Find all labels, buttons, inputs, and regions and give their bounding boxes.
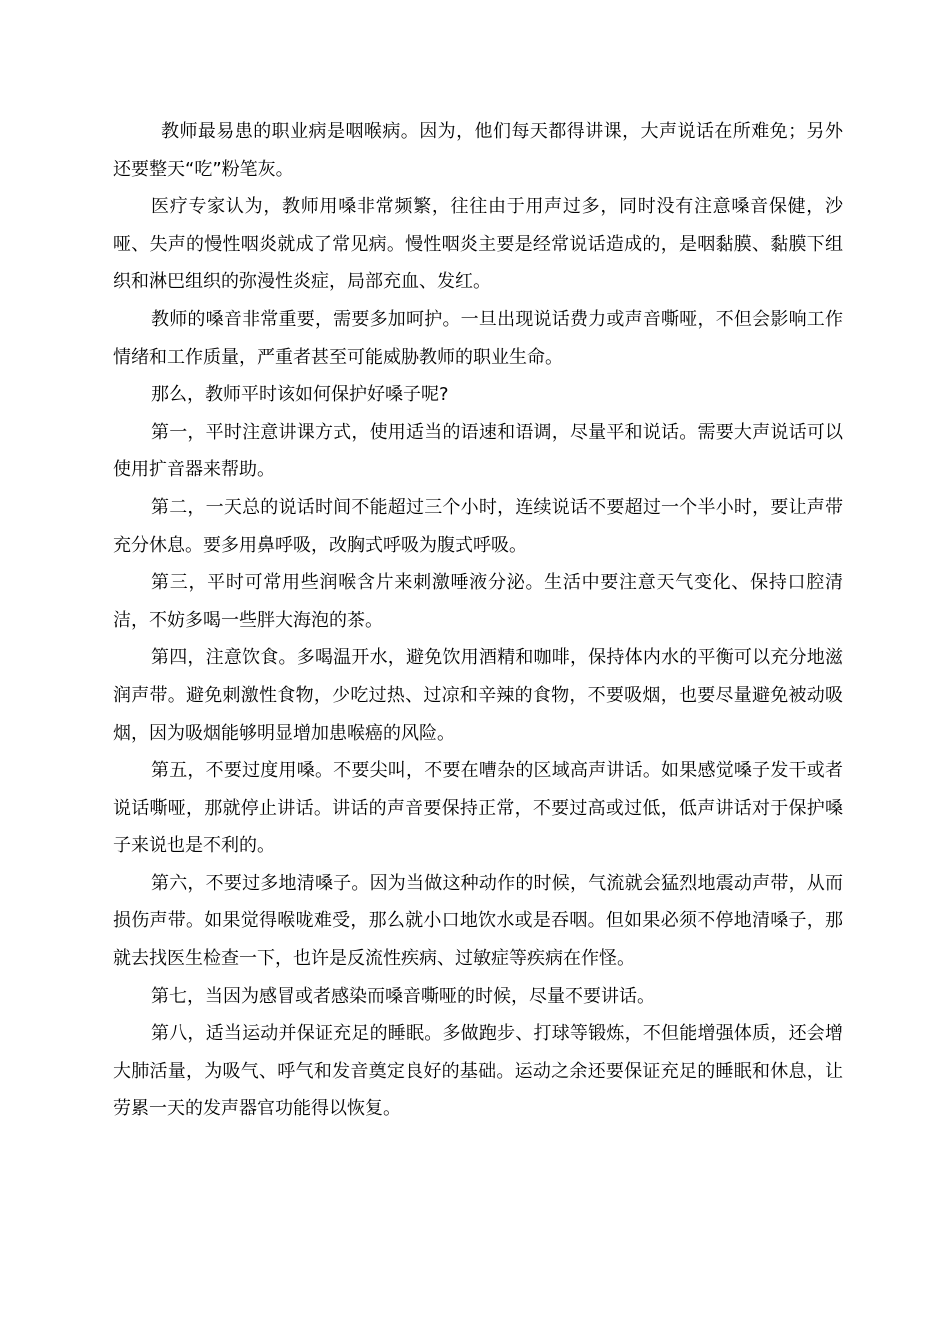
paragraph-tip-5: 第五，不要过度用嗓。不要尖叫，不要在嘈杂的区域高声讲话。如果感觉嗓子发干或者说话嘶哑，那就停止讲话。讲话的声音要保持正常，不要过高或过低，低声讲话对于保护嗓子来说也是不利的。 <box>113 760 843 857</box>
paragraph-tip-6: 第六，不要过多地清嗓子。因为当做这种动作的时候，气流就会猛烈地震动声带，从而损伤声带。如果觉得喉咙难受，那么就小口地饮水或是吞咽。但如果必须不停地清嗓子，那就去找医生检查一下，也许是反流性疾病、过敏症等疾病在作怪。 <box>113 872 843 970</box>
paragraph-tip-3: 第三，平时可常用些润喉含片来刺激唾液分泌。生活中要注意天气变化、保持口腔清洁，不妨多喝一些胖大海泡的茶。 <box>113 572 843 631</box>
paragraph-tip-8: 第八，适当运动并保证充足的睡眠。多做跑步、打球等锻炼，不但能增强体质，还会增大肺活量，为吸气、呼气和发音奠定良好的基础。运动之余还要保证充足的睡眠和休息，让劳累一天的发声器官功能得以恢复。 <box>113 1023 843 1120</box>
paragraph-tip-1: 第一，平时注意讲课方式，使用适当的语速和语调，尽量平和说话。需要大声说话可以使用扩音器来帮助。 <box>113 421 843 481</box>
paragraph-expert-opinion: 医疗专家认为，教师用嗓非常频繁，往往由于用声过多，同时没有注意嗓音保健，沙哑、失声的慢性咽炎就成了常见病。慢性咽炎主要是经常说话造成的，是咽黏膜、黏膜下组织和淋巴组织的弥漫性炎症，局部充血、发红。 <box>113 196 843 293</box>
paragraph-question: 那么，教师平时该如何保护好嗓子呢? <box>151 384 449 406</box>
document-page <box>113 113 843 1128</box>
paragraph-tip-7: 第七，当因为感冒或者感染而嗓音嘶哑的时候，尽量不要讲话。 <box>151 985 655 1007</box>
paragraph-intro: 教师最易患的职业病是咽喉病。因为，他们每天都得讲课，大声说话在所难免；另外还要整天“吃”粉笔灰。 <box>113 121 843 180</box>
paragraph-tip-4: 第四，注意饮食。多喝温开水，避免饮用酒精和咖啡，保持体内水的平衡可以充分地滋润声带。避免刺激性食物，少吃过热、过凉和辛辣的食物，不要吸烟，也要尽量避免被动吸烟，因为吸烟能够明显增加患喉癌的风险。 <box>113 647 843 744</box>
paragraph-tip-2: 第二，一天总的说话时间不能超过三个小时，连续说话不要超过一个半小时，要让声带充分休息。要多用鼻呼吸，改胸式呼吸为腹式呼吸。 <box>113 496 843 556</box>
paragraph-importance: 教师的嗓音非常重要，需要多加呵护。一旦出现说话费力或声音嘶哑，不但会影响工作情绪和工作质量，严重者甚至可能威胁教师的职业生命。 <box>113 308 843 368</box>
